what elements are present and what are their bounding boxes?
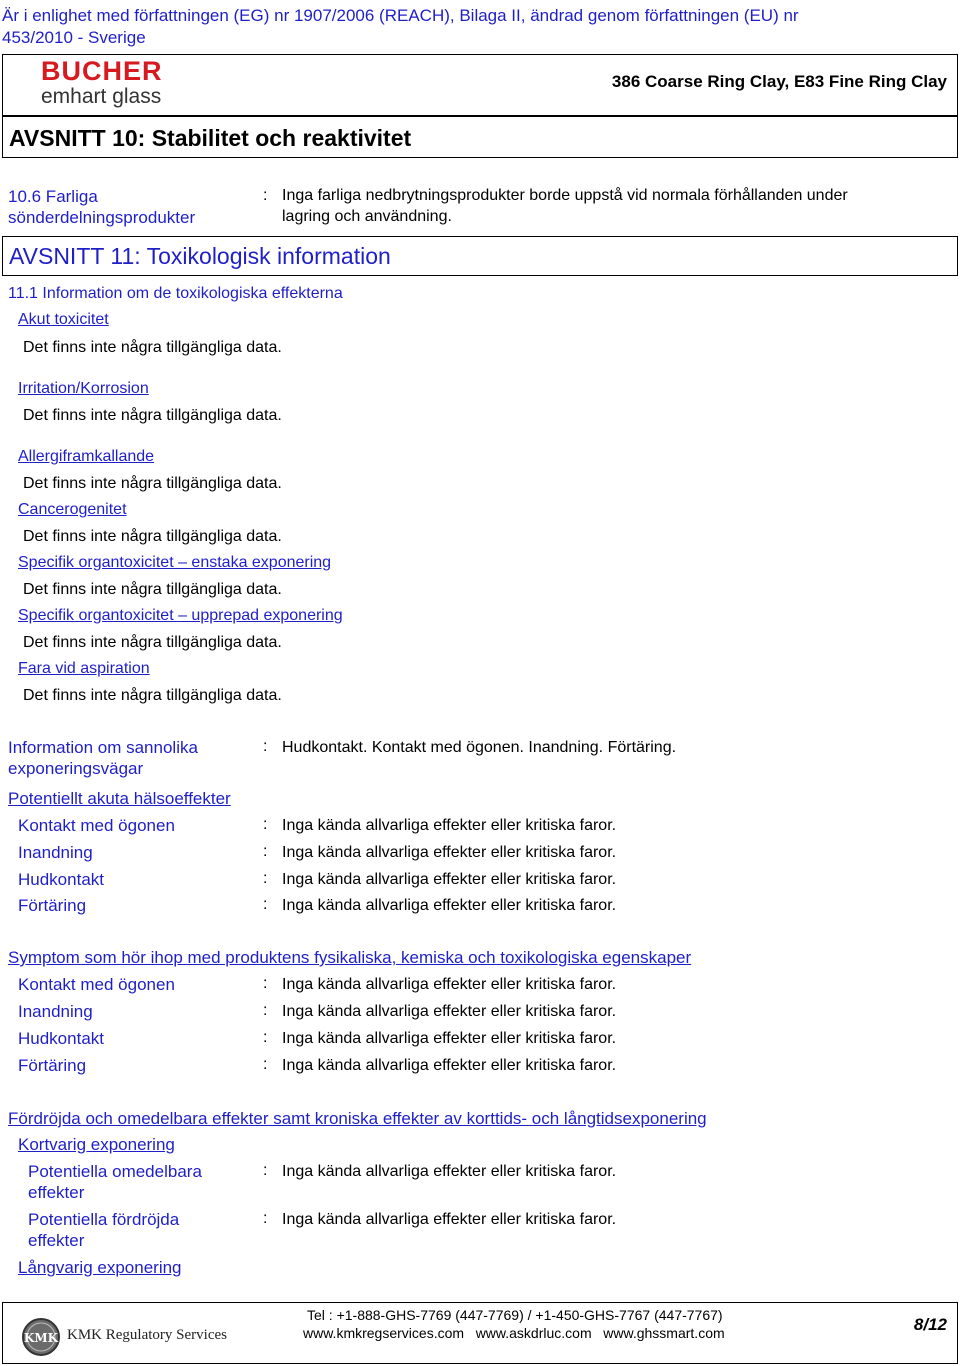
- s11-subtitle: 11.1 Information om de toxikologiska effekterna: [8, 285, 343, 302]
- symptom-title: Symptom som hör ihop med produktens fysikaliska, kemiska och toxikologiska egenskaper: [8, 948, 692, 967]
- symptom-value-eyes: Inga kända allvarliga effekter eller kritiska faror.: [282, 976, 617, 993]
- symptom-label-eyes: Kontakt med ögonen: [18, 975, 175, 994]
- routes-label: [8, 737, 198, 779]
- acute-colon-skin: :: [263, 870, 268, 887]
- footer-tel: Tel : +1-888-GHS-7769 (447-7769) / +1-450-GHS-7767 (447-7767): [307, 1307, 723, 1323]
- item-label-allergi: Allergiframkallande: [18, 448, 155, 465]
- short-term-label: Kortvarig exponering: [18, 1135, 175, 1154]
- item-text-cancer: Det finns inte några tillgängliga data.: [23, 528, 282, 545]
- long-term-label: Långvarig exponering: [18, 1258, 182, 1277]
- regulation-line-1: Är i enlighet med författningen (EG) nr 1907/2006 (REACH), Bilaga II, ändrad genom författningen (EU) nr: [2, 6, 799, 25]
- routes-label-line2: exponeringsvägar: [8, 759, 144, 778]
- symptom-value-ingest: Inga kända allvarliga effekter eller kritiska faror.: [282, 1057, 617, 1074]
- item-text-allergi: Det finns inte några tillgängliga data.: [23, 475, 282, 492]
- delayed-title: Fördröjda och omedelbara effekter samt kroniska effekter av korttids- och långtidsexponering: [8, 1109, 707, 1128]
- routes-label-line1: Information om sannolika: [8, 738, 198, 757]
- logo-top: BUCHER: [41, 56, 163, 86]
- section-10-title-box: [2, 116, 958, 158]
- s10-value-line1: Inga farliga nedbrytningsprodukter borde uppstå vid normala förhållanden under: [282, 187, 848, 204]
- acute-title: Potentiellt akuta hälsoeffekter: [8, 789, 231, 808]
- s10-value: [282, 185, 848, 227]
- acute-value-ingest: Inga kända allvarliga effekter eller kritiska faror.: [282, 897, 617, 914]
- delayed-value: Inga kända allvarliga effekter eller kritiska faror.: [282, 1211, 617, 1228]
- header-box: [2, 54, 958, 116]
- symptom-value-inhal: Inga kända allvarliga effekter eller kritiska faror.: [282, 1003, 617, 1020]
- item-text-stot-se: Det finns inte några tillgängliga data.: [23, 581, 282, 598]
- s10-label-line2: sönderdelningsprodukter: [8, 208, 196, 227]
- acute-label-inhal: Inandning: [18, 843, 93, 862]
- immediate-value: Inga kända allvarliga effekter eller kritiska faror.: [282, 1163, 617, 1180]
- s10-label-line1: 10.6 Farliga: [8, 187, 98, 206]
- symptom-colon-eyes: :: [263, 975, 268, 992]
- acute-label-skin: Hudkontakt: [18, 870, 104, 889]
- item-label-cancer: Cancerogenitet: [18, 501, 127, 518]
- symptom-label-ingest: Förtäring: [18, 1056, 87, 1075]
- s10-label: [8, 186, 195, 228]
- section-11-title-box: [2, 236, 958, 276]
- routes-value: Hudkontakt. Kontakt med ögonen. Inandning. Förtäring.: [282, 739, 677, 756]
- item-text-akut: Det finns inte några tillgängliga data.: [23, 339, 282, 356]
- regulation-line-2: 453/2010 - Sverige: [2, 28, 146, 47]
- kmk-logo: [21, 1317, 61, 1357]
- product-name: 386 Coarse Ring Clay, E83 Fine Ring Clay: [611, 72, 947, 91]
- item-text-stot-re: Det finns inte några tillgängliga data.: [23, 634, 282, 651]
- immediate-label: [28, 1161, 202, 1203]
- symptom-value-skin: Inga kända allvarliga effekter eller kritiska faror.: [282, 1030, 617, 1047]
- acute-label-ingest: Förtäring: [18, 896, 87, 915]
- section-10-title: AVSNITT 10: Stabilitet och reaktivitet: [9, 125, 412, 151]
- acute-value-skin: Inga kända allvarliga effekter eller kritiska faror.: [282, 871, 617, 888]
- symptom-colon-inhal: :: [263, 1002, 268, 1019]
- acute-label-eyes: Kontakt med ögonen: [18, 816, 175, 835]
- kmk-logo-icon: [21, 1317, 61, 1357]
- symptom-colon-skin: :: [263, 1029, 268, 1046]
- delayed-label-line1: Potentiella fördröjda: [28, 1210, 180, 1229]
- kmk-logo-mark: KMK: [23, 1331, 59, 1345]
- item-text-irritation: Det finns inte några tillgängliga data.: [23, 407, 282, 424]
- footer-box: [2, 1302, 958, 1364]
- acute-colon-eyes: :: [263, 816, 268, 833]
- section-11-title: AVSNITT 11: Toxikologisk information: [9, 243, 391, 269]
- kmk-logo-text: KMK Regulatory Services: [67, 1327, 227, 1343]
- acute-value-inhal: Inga kända allvarliga effekter eller kritiska faror.: [282, 844, 617, 861]
- immediate-colon: :: [263, 1162, 268, 1179]
- acute-colon-ingest: :: [263, 896, 268, 913]
- acute-colon-inhal: :: [263, 843, 268, 860]
- symptom-colon-ingest: :: [263, 1056, 268, 1073]
- item-label-stot-se: Specifik organtoxicitet – enstaka exponering: [18, 554, 332, 571]
- symptom-label-inhal: Inandning: [18, 1002, 93, 1021]
- immediate-label-line1: Potentiella omedelbara: [28, 1162, 202, 1181]
- s10-value-line2: lagring och användning.: [282, 208, 452, 225]
- page-number: 8/12: [913, 1315, 947, 1334]
- routes-colon: :: [263, 738, 268, 755]
- s10-colon: :: [263, 187, 268, 204]
- delayed-label: [28, 1209, 179, 1251]
- delayed-colon: :: [263, 1210, 268, 1227]
- delayed-label-line2: effekter: [28, 1231, 85, 1250]
- item-label-akut: Akut toxicitet: [18, 311, 109, 328]
- item-label-aspiration: Fara vid aspiration: [18, 660, 150, 677]
- item-label-stot-re: Specifik organtoxicitet – upprepad exponering: [18, 607, 343, 624]
- item-text-aspiration: Det finns inte några tillgängliga data.: [23, 687, 282, 704]
- symptom-label-skin: Hudkontakt: [18, 1029, 104, 1048]
- logo-bottom: emhart glass: [41, 85, 162, 108]
- immediate-label-line2: effekter: [28, 1183, 85, 1202]
- acute-value-eyes: Inga kända allvarliga effekter eller kritiska faror.: [282, 817, 617, 834]
- item-label-irritation: Irritation/Korrosion: [18, 380, 149, 397]
- footer-web: www.kmkregservices.com www.askdrluc.com www.ghssmart.com: [303, 1325, 725, 1341]
- bucher-logo: [41, 57, 163, 109]
